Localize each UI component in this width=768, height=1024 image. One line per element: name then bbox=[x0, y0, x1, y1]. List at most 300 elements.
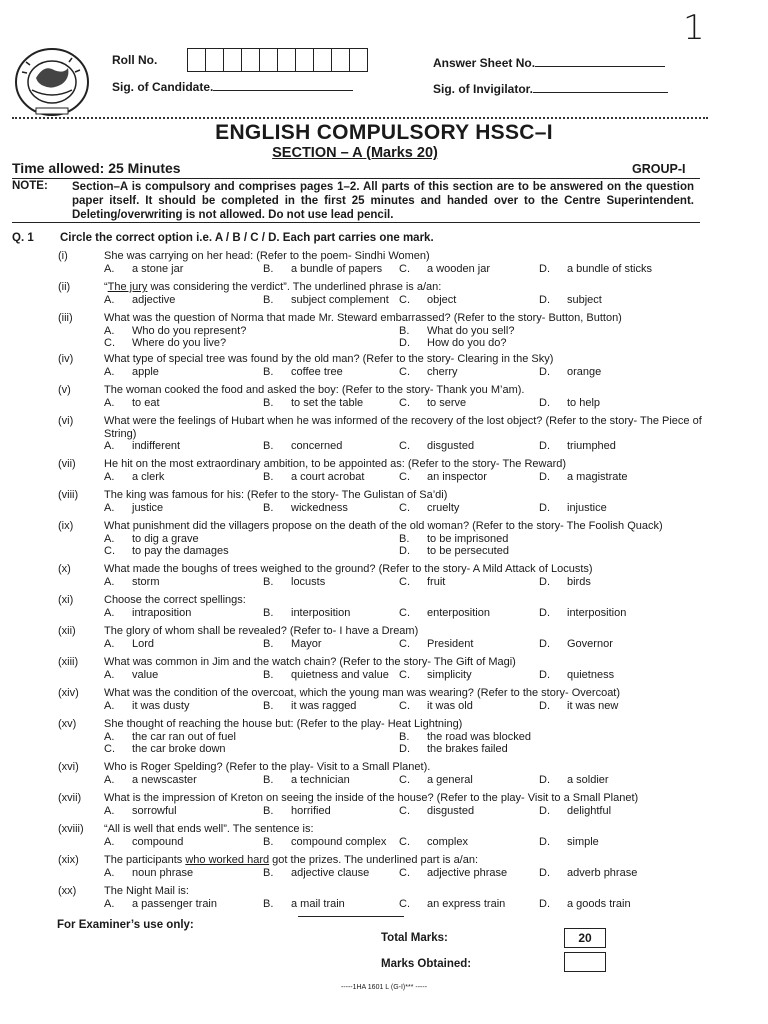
question-text: Choose the correct spellings: bbox=[104, 594, 246, 606]
marks-obtained-label: Marks Obtained: bbox=[381, 958, 472, 970]
option-letter: A. bbox=[104, 773, 115, 786]
question-instruction: Circle the correct option i.e. A / B / C / D. Each part carries one mark. bbox=[60, 232, 434, 244]
underlined-phrase: who worked hard bbox=[185, 854, 270, 866]
question-text bbox=[104, 281, 441, 294]
option-text: a passenger train bbox=[132, 897, 217, 910]
option-d[interactable] bbox=[539, 898, 631, 911]
option-text: to dig a grave bbox=[132, 532, 199, 545]
board-seal-logo bbox=[6, 42, 98, 118]
option-letter: D. bbox=[539, 365, 550, 378]
question-number-label: (xiii) bbox=[58, 656, 79, 668]
option-letter: B. bbox=[263, 575, 274, 588]
option-text: Who do you represent? bbox=[132, 324, 247, 337]
option-text: Lord bbox=[132, 637, 155, 650]
option-b[interactable] bbox=[263, 607, 350, 620]
option-letter: A. bbox=[104, 365, 115, 378]
option-text: President bbox=[427, 637, 474, 650]
question-number-label: (iv) bbox=[58, 353, 74, 365]
option-text: quietness and value bbox=[291, 668, 389, 681]
option-letter: A. bbox=[104, 501, 115, 514]
roll-no-label: Roll No. bbox=[112, 53, 158, 67]
option-b[interactable] bbox=[263, 294, 389, 307]
question-text: “All is well that ends well”. The sentence is: bbox=[104, 823, 314, 835]
option-a[interactable] bbox=[104, 731, 236, 744]
option-letter: C. bbox=[399, 835, 410, 848]
option-letter: C. bbox=[399, 396, 410, 409]
option-text: wickedness bbox=[291, 501, 348, 514]
section-title: SECTION – A (Marks 20) bbox=[272, 145, 438, 161]
option-letter: C. bbox=[399, 804, 410, 817]
option-a[interactable] bbox=[104, 669, 158, 682]
option-b[interactable] bbox=[263, 867, 369, 880]
option-text: fruit bbox=[427, 575, 446, 588]
option-letter: D. bbox=[539, 606, 550, 619]
option-letter: D. bbox=[539, 835, 550, 848]
question-text: Who is Roger Spelding? (Refer to the play- Visit to a Small Planet). bbox=[104, 761, 431, 773]
option-text: Mayor bbox=[291, 637, 322, 650]
option-text: a clerk bbox=[132, 470, 165, 483]
question-number-label: (iii) bbox=[58, 312, 73, 324]
option-d[interactable] bbox=[539, 397, 600, 410]
option-letter: B. bbox=[263, 699, 274, 712]
option-c[interactable] bbox=[399, 836, 468, 849]
option-letter: C. bbox=[399, 293, 410, 306]
option-text: coffee tree bbox=[291, 365, 343, 378]
option-text: subject bbox=[567, 293, 602, 306]
question-text: He hit on the most extraordinary ambition, to be appointed as: (Refer to the story- The Reward) bbox=[104, 458, 567, 470]
option-letter: D. bbox=[539, 575, 550, 588]
option-text: object bbox=[427, 293, 457, 306]
option-text: a mail train bbox=[291, 897, 345, 910]
option-d[interactable] bbox=[399, 743, 508, 756]
option-a[interactable] bbox=[104, 898, 217, 911]
underlined-phrase: The jury bbox=[107, 281, 148, 293]
option-text: What do you sell? bbox=[427, 324, 515, 337]
option-text: Governor bbox=[567, 637, 613, 650]
option-text: indifferent bbox=[132, 440, 181, 452]
question-text: The king was famous for his: (Refer to the story- The Gulistan of Sa’di) bbox=[104, 489, 448, 501]
option-text: adjective phrase bbox=[427, 866, 508, 879]
option-text: to serve bbox=[427, 396, 467, 409]
option-text: a magistrate bbox=[567, 470, 628, 483]
option-a[interactable] bbox=[104, 440, 180, 453]
option-a[interactable] bbox=[104, 576, 160, 589]
roll-no-boxes[interactable] bbox=[188, 48, 368, 72]
option-text: compound bbox=[132, 835, 184, 848]
option-text: to set the table bbox=[291, 396, 364, 409]
option-letter: A. bbox=[104, 637, 115, 650]
option-letter: B. bbox=[263, 897, 274, 910]
option-letter: C. bbox=[399, 699, 410, 712]
answer-sheet-label: Answer Sheet No. bbox=[433, 56, 536, 70]
question-number-label: (ix) bbox=[58, 520, 74, 532]
option-text: simple bbox=[567, 835, 599, 848]
candidate-signature-field[interactable] bbox=[112, 80, 353, 94]
option-a[interactable] bbox=[104, 867, 193, 880]
option-a[interactable] bbox=[104, 263, 183, 276]
option-text: a goods train bbox=[567, 897, 631, 910]
option-letter: B. bbox=[263, 804, 274, 817]
option-letter: B. bbox=[263, 262, 274, 275]
option-letter: D. bbox=[539, 396, 550, 409]
option-text: it was new bbox=[567, 699, 619, 712]
option-a[interactable] bbox=[104, 533, 199, 546]
option-text: the brakes failed bbox=[427, 743, 508, 755]
option-text: justice bbox=[132, 501, 164, 514]
question-number-label: (xiv) bbox=[58, 687, 79, 699]
option-text: the road was blocked bbox=[427, 730, 531, 743]
option-d[interactable] bbox=[539, 471, 628, 484]
question-text: What punishment did the villagers propose on the death of the old woman? (Refer to the story- The Foolish Quack) bbox=[104, 520, 663, 532]
option-letter: D. bbox=[399, 743, 410, 755]
option-letter: A. bbox=[104, 440, 115, 452]
option-c[interactable] bbox=[399, 867, 507, 880]
option-text: adjective bbox=[132, 293, 176, 306]
option-d[interactable] bbox=[399, 337, 507, 350]
option-letter: D. bbox=[539, 637, 550, 650]
option-b[interactable] bbox=[263, 898, 345, 911]
option-letter: A. bbox=[104, 835, 115, 848]
question-text-part: got the prizes. The underlined part is a/an: bbox=[269, 854, 479, 866]
option-letter: C. bbox=[399, 897, 410, 910]
option-letter: A. bbox=[104, 730, 115, 743]
note-label: NOTE: bbox=[12, 180, 48, 192]
option-text: value bbox=[132, 668, 159, 681]
question-text: The woman cooked the food and asked the boy: (Refer to the story- Thank you M’am). bbox=[104, 384, 525, 396]
option-text: it was ragged bbox=[291, 699, 357, 712]
question-text: What were the feelings of Hubart when he was informed of the recovery of the lost object? (Refer to the story- The Piece of String) bbox=[104, 415, 702, 440]
sig-invigilator-label: Sig. of Invigilator. bbox=[433, 82, 534, 96]
option-text: a general bbox=[427, 773, 473, 786]
question-number-label: (x) bbox=[58, 563, 71, 575]
option-a[interactable] bbox=[104, 294, 175, 307]
option-c[interactable] bbox=[399, 669, 472, 682]
question-number-label: (ii) bbox=[58, 281, 71, 293]
option-letter: A. bbox=[104, 804, 115, 817]
question-number: Q. 1 bbox=[12, 232, 34, 244]
question-number-label: (i) bbox=[58, 250, 68, 262]
option-text: Where do you live? bbox=[132, 337, 227, 349]
option-letter: C. bbox=[399, 606, 410, 619]
option-b[interactable] bbox=[399, 731, 531, 744]
option-text: cruelty bbox=[427, 501, 460, 514]
option-text: the car broke down bbox=[132, 743, 226, 755]
divider-note bbox=[12, 222, 700, 223]
option-c[interactable] bbox=[399, 294, 456, 307]
option-c[interactable] bbox=[399, 700, 473, 713]
option-text: a bundle of sticks bbox=[567, 262, 652, 275]
option-letter: B. bbox=[263, 773, 274, 786]
option-text: to be imprisoned bbox=[427, 532, 509, 545]
question-text-part: “ bbox=[104, 281, 108, 293]
option-letter: D. bbox=[539, 773, 550, 786]
option-text: to help bbox=[567, 396, 601, 409]
option-letter: B. bbox=[263, 440, 274, 452]
answer-sheet-field[interactable] bbox=[433, 56, 665, 70]
question-number-label: (xii) bbox=[58, 625, 76, 637]
option-letter: B. bbox=[263, 396, 274, 409]
option-letter: B. bbox=[399, 324, 410, 337]
option-d[interactable] bbox=[539, 805, 611, 818]
option-letter: A. bbox=[104, 897, 115, 910]
marks-obtained-box[interactable] bbox=[564, 952, 606, 972]
option-text: noun phrase bbox=[132, 866, 194, 879]
option-text: triumphed bbox=[567, 440, 616, 452]
option-letter: D. bbox=[539, 470, 550, 483]
option-letter: A. bbox=[104, 699, 115, 712]
option-letter: C. bbox=[399, 866, 410, 879]
option-text: a newscaster bbox=[132, 773, 197, 786]
option-text: adverb phrase bbox=[567, 866, 638, 879]
question-number-label: (xv) bbox=[58, 718, 77, 730]
option-text: storm bbox=[132, 575, 160, 588]
option-text: interposition bbox=[291, 606, 351, 619]
option-text: a bundle of papers bbox=[291, 262, 383, 275]
option-a[interactable] bbox=[104, 700, 189, 713]
option-b[interactable] bbox=[263, 774, 350, 787]
option-b[interactable] bbox=[263, 440, 342, 453]
option-text: adjective clause bbox=[291, 866, 370, 879]
option-text: an inspector bbox=[427, 470, 487, 483]
option-c[interactable] bbox=[399, 397, 466, 410]
question-number-label: (v) bbox=[58, 384, 71, 396]
option-c[interactable] bbox=[399, 774, 473, 787]
option-b[interactable] bbox=[399, 325, 514, 338]
option-b[interactable] bbox=[263, 836, 386, 849]
option-d[interactable] bbox=[539, 576, 591, 589]
option-letter: D. bbox=[539, 293, 550, 306]
option-d[interactable] bbox=[539, 836, 599, 849]
option-d[interactable] bbox=[539, 607, 626, 620]
question-number-label: (viii) bbox=[58, 489, 79, 501]
option-c[interactable] bbox=[399, 263, 490, 276]
option-letter: A. bbox=[104, 532, 115, 545]
option-text: to pay the damages bbox=[132, 545, 229, 557]
option-text: disgusted bbox=[427, 804, 475, 817]
option-b[interactable] bbox=[263, 576, 325, 589]
option-d[interactable] bbox=[539, 502, 607, 515]
option-text: injustice bbox=[567, 501, 607, 514]
option-text: a stone jar bbox=[132, 262, 184, 275]
option-letter: A. bbox=[104, 324, 115, 337]
option-text: delightful bbox=[567, 804, 612, 817]
option-letter: A. bbox=[104, 262, 115, 275]
option-text: it was old bbox=[427, 699, 473, 712]
option-c[interactable] bbox=[399, 607, 490, 620]
question-text: What was common in Jim and the watch chain? (Refer to the story- The Gift of Magi) bbox=[104, 656, 516, 668]
option-text: disgusted bbox=[427, 440, 475, 452]
paper-code-footer: -----1HA 1601 L (G-I)*** ----- bbox=[340, 984, 428, 991]
option-letter: D. bbox=[539, 262, 550, 275]
option-b[interactable] bbox=[263, 638, 322, 651]
option-letter: B. bbox=[263, 835, 274, 848]
option-letter: B. bbox=[263, 668, 274, 681]
option-d[interactable] bbox=[399, 545, 509, 558]
option-text: it was dusty bbox=[132, 699, 190, 712]
question-text: She was carrying on her head: (Refer to the poem- Sindhi Women) bbox=[104, 250, 430, 262]
option-d[interactable] bbox=[539, 440, 616, 453]
question-text: What is the impression of Kreton on seeing the inside of the house? (Refer to the play- Visit to a Small Planet) bbox=[104, 792, 639, 804]
option-a[interactable] bbox=[104, 638, 154, 651]
question-text-part: was considering the verdict”. The underlined phrase is a/an: bbox=[147, 281, 442, 293]
option-letter: C. bbox=[399, 262, 410, 275]
option-letter: C. bbox=[104, 337, 115, 349]
time-allowed: Time allowed: 25 Minutes bbox=[12, 160, 181, 176]
option-letter: A. bbox=[104, 293, 115, 306]
option-letter: B. bbox=[263, 606, 274, 619]
option-letter: D. bbox=[539, 897, 550, 910]
option-text: interposition bbox=[567, 606, 627, 619]
option-d[interactable] bbox=[539, 774, 609, 787]
question-text: What was the question of Norma that made Mr. Steward embarrassed? (Refer to the story- Button, Button) bbox=[104, 312, 622, 324]
option-text: concerned bbox=[291, 440, 343, 452]
option-letter: B. bbox=[263, 501, 274, 514]
question-number-label: (vi) bbox=[58, 415, 74, 427]
option-letter: D. bbox=[539, 866, 550, 879]
option-text: simplicity bbox=[427, 668, 472, 681]
option-b[interactable] bbox=[263, 700, 356, 713]
option-d[interactable] bbox=[539, 294, 602, 307]
option-c[interactable] bbox=[399, 502, 459, 515]
divider-top bbox=[12, 178, 700, 179]
option-a[interactable] bbox=[104, 502, 163, 515]
page-number: 1 bbox=[683, 8, 705, 48]
total-marks-box: 20 bbox=[564, 928, 606, 948]
option-c[interactable] bbox=[399, 898, 505, 911]
option-letter: C. bbox=[399, 668, 410, 681]
group-label: GROUP-I bbox=[632, 162, 686, 176]
option-letter: B. bbox=[263, 365, 274, 378]
option-c[interactable] bbox=[104, 337, 226, 350]
option-letter: C. bbox=[399, 637, 410, 650]
option-text: horrified bbox=[291, 804, 331, 817]
option-c[interactable] bbox=[399, 576, 445, 589]
option-letter: D. bbox=[539, 501, 550, 514]
option-text: locusts bbox=[291, 575, 326, 588]
question-text bbox=[104, 854, 478, 867]
option-a[interactable] bbox=[104, 366, 159, 379]
option-text: sorrowful bbox=[132, 804, 177, 817]
option-a[interactable] bbox=[104, 471, 164, 484]
option-a[interactable] bbox=[104, 607, 191, 620]
option-d[interactable] bbox=[539, 867, 637, 880]
option-text: cherry bbox=[427, 365, 458, 378]
option-d[interactable] bbox=[539, 263, 652, 276]
option-c[interactable] bbox=[399, 440, 474, 453]
option-b[interactable] bbox=[263, 502, 348, 515]
option-a[interactable] bbox=[104, 325, 246, 338]
option-letter: C. bbox=[104, 743, 115, 755]
option-d[interactable] bbox=[539, 700, 618, 713]
option-letter: B. bbox=[263, 470, 274, 483]
option-b[interactable] bbox=[263, 805, 331, 818]
option-d[interactable] bbox=[539, 638, 613, 651]
option-letter: D. bbox=[539, 668, 550, 681]
option-d[interactable] bbox=[539, 366, 601, 379]
option-d[interactable] bbox=[539, 669, 614, 682]
option-text: a wooden jar bbox=[427, 262, 490, 275]
option-letter: C. bbox=[399, 365, 410, 378]
option-letter: B. bbox=[263, 293, 274, 306]
option-b[interactable] bbox=[263, 263, 382, 276]
question-number-label: (xix) bbox=[58, 854, 79, 866]
option-a[interactable] bbox=[104, 774, 197, 787]
invigilator-signature-field[interactable] bbox=[433, 82, 668, 96]
question-number-label: (xvii) bbox=[58, 792, 82, 804]
sig-candidate-label: Sig. of Candidate. bbox=[112, 80, 214, 94]
question-number-label: (xi) bbox=[58, 594, 74, 606]
option-c[interactable] bbox=[104, 743, 226, 756]
question-number-label: (xvi) bbox=[58, 761, 79, 773]
option-text: birds bbox=[567, 575, 591, 588]
option-b[interactable] bbox=[263, 669, 389, 682]
option-c[interactable] bbox=[399, 638, 473, 651]
option-letter: A. bbox=[104, 866, 115, 879]
option-letter: C. bbox=[399, 575, 410, 588]
option-text: How do you do? bbox=[427, 337, 507, 349]
option-letter: D. bbox=[399, 337, 410, 349]
option-text: to be persecuted bbox=[427, 545, 509, 557]
section-heading bbox=[0, 145, 710, 161]
option-letter: D. bbox=[399, 545, 410, 557]
option-text: complex bbox=[427, 835, 468, 848]
option-c[interactable] bbox=[399, 366, 458, 379]
option-a[interactable] bbox=[104, 805, 177, 818]
option-b[interactable] bbox=[399, 533, 508, 546]
option-letter: B. bbox=[399, 730, 410, 743]
option-letter: B. bbox=[263, 637, 274, 650]
note-text: Section–A is compulsory and comprises pages 1–2. All parts of this section are to be answered on the question paper itself. It should be completed in the first 25 minutes and handed over to the Centre Superintendent. Deleting/overwriting is not allowed. Do not use lead pencil. bbox=[72, 181, 694, 221]
option-letter: D. bbox=[539, 699, 550, 712]
option-a[interactable] bbox=[104, 397, 160, 410]
option-letter: D. bbox=[539, 440, 550, 452]
examiner-label: For Examiner’s use only: bbox=[57, 919, 194, 931]
option-letter: C. bbox=[104, 545, 115, 557]
paper-title: ENGLISH COMPULSORY HSSC–I bbox=[215, 121, 553, 144]
question-text: What type of special tree was found by the old man? (Refer to the story- Clearing in the Sky) bbox=[104, 353, 554, 365]
option-c[interactable] bbox=[104, 545, 229, 558]
option-a[interactable] bbox=[104, 836, 183, 849]
option-b[interactable] bbox=[263, 366, 343, 379]
option-text: a court acrobat bbox=[291, 470, 365, 483]
option-text: the car ran out of fuel bbox=[132, 730, 236, 743]
option-c[interactable] bbox=[399, 805, 474, 818]
option-text: quietness bbox=[567, 668, 615, 681]
question-number-label: (vii) bbox=[58, 458, 76, 470]
option-text: intraposition bbox=[132, 606, 192, 619]
option-text: enterposition bbox=[427, 606, 490, 619]
option-letter: A. bbox=[104, 470, 115, 483]
question-text: The glory of whom shall be revealed? (Refer to- I have a Dream) bbox=[104, 625, 419, 637]
option-text: orange bbox=[567, 365, 602, 378]
option-letter: C. bbox=[399, 470, 410, 483]
option-b[interactable] bbox=[263, 471, 364, 484]
question-text: What was the condition of the overcoat, which the young man was wearing? (Refer to the story- Overcoat) bbox=[104, 687, 621, 699]
option-letter: A. bbox=[104, 575, 115, 588]
question-number-label: (xviii) bbox=[58, 823, 84, 835]
option-text: a technician bbox=[291, 773, 350, 786]
option-letter: C. bbox=[399, 440, 410, 452]
option-letter: C. bbox=[399, 773, 410, 786]
option-letter: A. bbox=[104, 396, 115, 409]
option-letter: A. bbox=[104, 606, 115, 619]
question-text: The Night Mail is: bbox=[104, 885, 189, 897]
option-c[interactable] bbox=[399, 471, 487, 484]
question-text: She thought of reaching the house but: (Refer to the play- Heat Lightning) bbox=[104, 718, 463, 730]
question-text: What made the boughs of trees weighed to the ground? (Refer to the story- A Mild Attack of Locusts) bbox=[104, 563, 593, 575]
option-b[interactable] bbox=[263, 397, 363, 410]
option-text: compound complex bbox=[291, 835, 387, 848]
